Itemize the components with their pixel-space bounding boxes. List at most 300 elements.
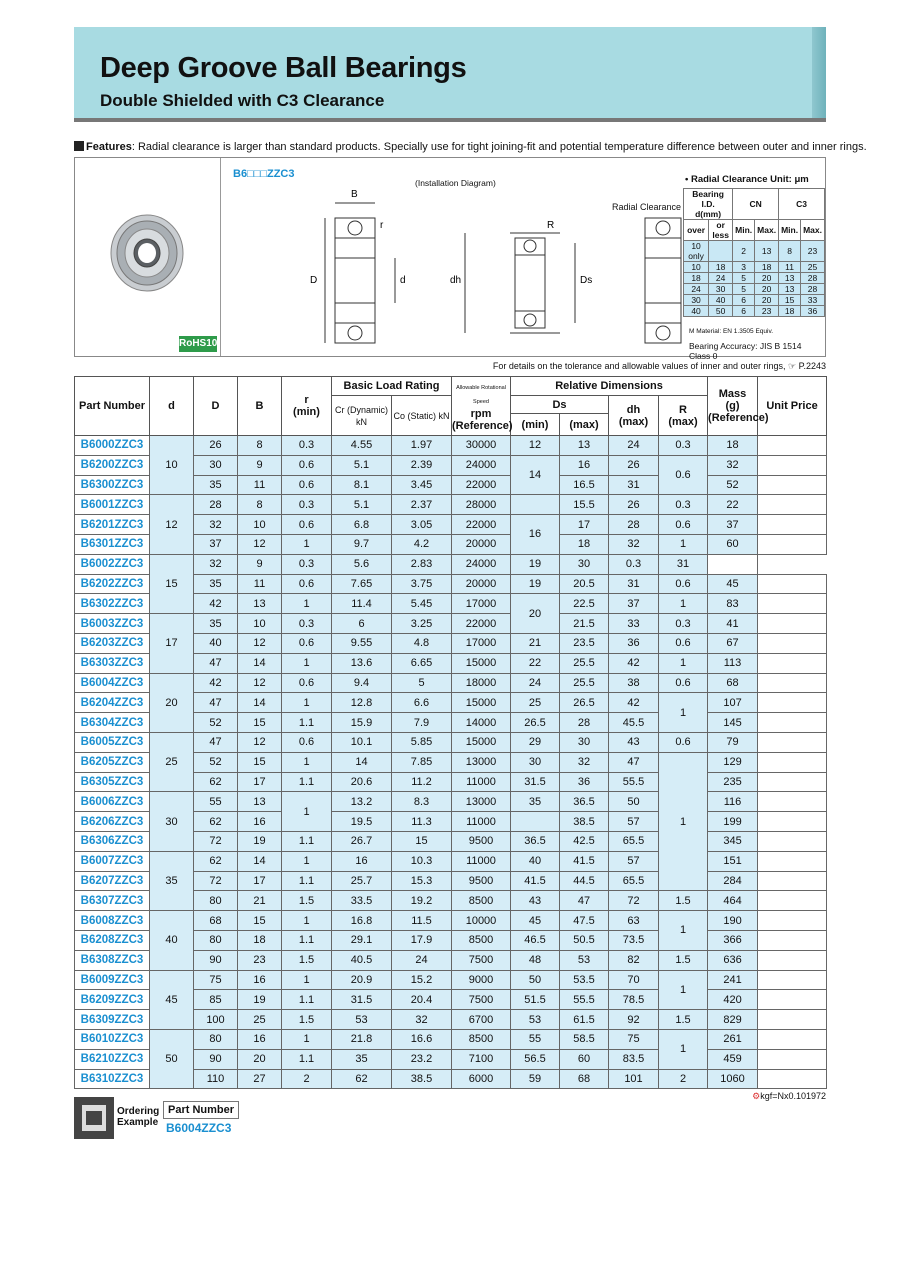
cell-co: 17.9 bbox=[392, 930, 452, 950]
cell-mass: 60 bbox=[708, 534, 758, 554]
cell-B: 12 bbox=[238, 673, 282, 693]
cell-B: 16 bbox=[238, 970, 282, 990]
cell-unit-price bbox=[758, 990, 827, 1010]
cell-cr: 29.1 bbox=[332, 930, 392, 950]
cell-mass: 129 bbox=[708, 752, 758, 772]
cell-ds-max: 30 bbox=[560, 732, 609, 752]
cell-part-number[interactable]: B6007ZZC3 bbox=[75, 851, 150, 871]
bearing-photo bbox=[75, 158, 221, 356]
cell-D: 110 bbox=[194, 1069, 238, 1089]
cell-part-number[interactable]: B6304ZZC3 bbox=[75, 713, 150, 733]
cell-mass: 241 bbox=[708, 970, 758, 990]
cell-cr: 5.1 bbox=[332, 495, 392, 515]
cell-unit-price bbox=[758, 495, 827, 515]
cell-ds-max: 18 bbox=[560, 534, 609, 554]
cell-dh: 101 bbox=[609, 1069, 659, 1089]
cell-rpm: 22000 bbox=[452, 475, 511, 495]
cell-part-number[interactable]: B6200ZZC3 bbox=[75, 455, 150, 475]
cell-B: 9 bbox=[238, 554, 282, 574]
kgf-note: ⚙kgf=Nx0.101972 bbox=[752, 1091, 826, 1101]
cell-d: 35 bbox=[150, 851, 194, 910]
cell-unit-price bbox=[758, 1029, 827, 1049]
cell-ds-max: 15.5 bbox=[560, 495, 609, 515]
clr-head-cn-max: Max. bbox=[755, 220, 779, 241]
cell-co: 11.5 bbox=[392, 911, 452, 931]
cell-D: 90 bbox=[194, 1049, 238, 1069]
cell-cr: 20.6 bbox=[332, 772, 392, 792]
cell-B: 19 bbox=[238, 990, 282, 1010]
cell-co: 32 bbox=[392, 1010, 452, 1030]
cell-dh: 73.5 bbox=[609, 930, 659, 950]
clearance-cell: 20 bbox=[755, 295, 779, 306]
cell-R: 1.5 bbox=[659, 891, 708, 911]
cell-D: 55 bbox=[194, 792, 238, 812]
clearance-cell: 33 bbox=[801, 295, 825, 306]
cell-part-number[interactable]: B6208ZZC3 bbox=[75, 930, 150, 950]
cell-R: 1 bbox=[659, 752, 708, 891]
cell-dh: 42 bbox=[609, 693, 659, 713]
cell-part-number[interactable]: B6004ZZC3 bbox=[75, 673, 150, 693]
cell-co: 6.65 bbox=[392, 653, 452, 673]
cell-B: 13 bbox=[238, 792, 282, 812]
cell-part-number[interactable]: B6201ZZC3 bbox=[75, 515, 150, 535]
cell-mass: 235 bbox=[708, 772, 758, 792]
clearance-cell: 20 bbox=[755, 284, 779, 295]
cell-mass: 83 bbox=[708, 594, 758, 614]
cell-ds-min: 22 bbox=[511, 653, 560, 673]
cell-co: 11.3 bbox=[392, 812, 452, 832]
cell-part-number[interactable]: B6204ZZC3 bbox=[75, 693, 150, 713]
clearance-row bbox=[684, 306, 825, 317]
cell-rpm: 15000 bbox=[452, 693, 511, 713]
cell-cr: 19.5 bbox=[332, 812, 392, 832]
table-row bbox=[75, 851, 827, 871]
clr-head-over: over bbox=[684, 220, 709, 241]
cell-unit-price bbox=[758, 831, 827, 851]
cell-part-number[interactable]: B6000ZZC3 bbox=[75, 436, 150, 456]
label-Ds: Ds bbox=[580, 275, 593, 286]
cell-mass: 37 bbox=[708, 515, 758, 535]
cell-R: 1 bbox=[659, 1029, 708, 1069]
cell-ds-max: 28 bbox=[560, 713, 609, 733]
features-label: Features bbox=[86, 141, 132, 153]
cell-r: 0.6 bbox=[282, 633, 332, 653]
cell-dh: 26 bbox=[609, 455, 659, 475]
table-row bbox=[75, 792, 827, 812]
cell-part-number[interactable]: B6010ZZC3 bbox=[75, 1029, 150, 1049]
clearance-title: • Radial Clearance Unit: μm bbox=[685, 174, 809, 185]
cell-part-number[interactable]: B6206ZZC3 bbox=[75, 812, 150, 832]
cell-cr: 8.1 bbox=[332, 475, 392, 495]
cell-ds-max: 25.5 bbox=[560, 653, 609, 673]
cell-dh: 92 bbox=[609, 1010, 659, 1030]
table-row bbox=[75, 495, 827, 515]
cell-B: 15 bbox=[238, 911, 282, 931]
cell-ds-min: 56.5 bbox=[511, 1049, 560, 1069]
cell-cr: 62 bbox=[332, 1069, 392, 1089]
cell-part-number[interactable]: B6207ZZC3 bbox=[75, 871, 150, 891]
cell-part-number[interactable]: B6308ZZC3 bbox=[75, 950, 150, 970]
th-dh: dh (max) bbox=[609, 396, 659, 436]
clr-head-c3-min: Min. bbox=[779, 220, 801, 241]
cell-co: 24 bbox=[392, 950, 452, 970]
cell-ds-max: 25.5 bbox=[560, 673, 609, 693]
cell-D: 90 bbox=[194, 950, 238, 970]
cell-cr: 12.8 bbox=[332, 693, 392, 713]
cell-ds-max: 21.5 bbox=[560, 614, 609, 634]
radial-clearance-label: Radial Clearance bbox=[612, 202, 682, 212]
cell-part-number[interactable]: B6301ZZC3 bbox=[75, 534, 150, 554]
page-subtitle: Double Shielded with C3 Clearance bbox=[100, 91, 385, 110]
cell-cr: 33.5 bbox=[332, 891, 392, 911]
cell-d: 45 bbox=[150, 970, 194, 1029]
clearance-row bbox=[684, 262, 825, 273]
cell-dh: 30 bbox=[560, 554, 609, 574]
cell-rpm: 6000 bbox=[452, 1069, 511, 1089]
cell-part-number[interactable]: B6306ZZC3 bbox=[75, 831, 150, 851]
cell-ds-min: 50 bbox=[511, 970, 560, 990]
cell-mass: 464 bbox=[708, 891, 758, 911]
cell-ds-max: 41.5 bbox=[560, 851, 609, 871]
clearance-cell: 30 bbox=[684, 295, 709, 306]
cell-co: 3.05 bbox=[392, 515, 452, 535]
cell-dh: 63 bbox=[609, 911, 659, 931]
table-row bbox=[75, 1029, 827, 1049]
cell-unit-price bbox=[758, 812, 827, 832]
cell-cr: 13.2 bbox=[332, 792, 392, 812]
cell-R: 0.3 bbox=[609, 554, 659, 574]
cell-part-number[interactable]: B6210ZZC3 bbox=[75, 1049, 150, 1069]
cell-ds-max: 58.5 bbox=[560, 1029, 609, 1049]
cell-rpm: 18000 bbox=[452, 673, 511, 693]
cell-ds-min: 53 bbox=[511, 1010, 560, 1030]
cell-ds-max: 50.5 bbox=[560, 930, 609, 950]
cell-R: 1.5 bbox=[659, 950, 708, 970]
cell-rpm: 9500 bbox=[452, 831, 511, 851]
cell-co: 3.25 bbox=[392, 614, 452, 634]
cell-r: 1 bbox=[282, 534, 332, 554]
cell-B: 25 bbox=[238, 1010, 282, 1030]
cell-co: 6.6 bbox=[392, 693, 452, 713]
cell-unit-price bbox=[758, 930, 827, 950]
clearance-cell: 20 bbox=[755, 273, 779, 284]
clearance-cell: 5 bbox=[733, 273, 755, 284]
cell-part-number[interactable]: B6300ZZC3 bbox=[75, 475, 150, 495]
cell-mass: 420 bbox=[708, 990, 758, 1010]
clearance-cell: 18 bbox=[755, 262, 779, 273]
cell-part-number[interactable]: B6009ZZC3 bbox=[75, 970, 150, 990]
cell-co: 20.4 bbox=[392, 990, 452, 1010]
cell-part-number[interactable]: B6008ZZC3 bbox=[75, 911, 150, 931]
cell-r: 0.6 bbox=[282, 515, 332, 535]
cell-r: 0.6 bbox=[282, 574, 332, 594]
cell-ds-min: 31.5 bbox=[511, 772, 560, 792]
cell-R: 1.5 bbox=[659, 1010, 708, 1030]
cell-D: 26 bbox=[194, 436, 238, 456]
cell-B: 8 bbox=[238, 436, 282, 456]
cell-mass: 261 bbox=[708, 1029, 758, 1049]
cell-rpm: 20000 bbox=[452, 534, 511, 554]
cell-mass: 41 bbox=[708, 614, 758, 634]
cell-part-number[interactable]: B6303ZZC3 bbox=[75, 653, 150, 673]
cell-dh: 83.5 bbox=[609, 1049, 659, 1069]
cell-mass: 145 bbox=[708, 713, 758, 733]
cell-co: 15 bbox=[392, 831, 452, 851]
clearance-cell: 40 bbox=[684, 306, 709, 317]
cell-rpm: 8500 bbox=[452, 930, 511, 950]
cell-co: 4.8 bbox=[392, 633, 452, 653]
cell-part-number[interactable]: B6205ZZC3 bbox=[75, 752, 150, 772]
cell-r: 1.1 bbox=[282, 990, 332, 1010]
cell-ds-max: 16.5 bbox=[560, 475, 609, 495]
cell-B: 14 bbox=[238, 851, 282, 871]
cell-D: 100 bbox=[194, 1010, 238, 1030]
cell-ds-max: 32 bbox=[560, 752, 609, 772]
cell-d: 20 bbox=[150, 673, 194, 732]
ordering-example-icon bbox=[74, 1097, 114, 1139]
cell-ds-min: 24 bbox=[511, 673, 560, 693]
cell-mass: 636 bbox=[708, 950, 758, 970]
cell-R: 1 bbox=[659, 970, 708, 1010]
cell-co: 2.83 bbox=[392, 554, 452, 574]
cell-d: 30 bbox=[150, 792, 194, 851]
cell-mass: 67 bbox=[708, 633, 758, 653]
cell-rpm: 9500 bbox=[452, 871, 511, 891]
cell-dh: 50 bbox=[609, 792, 659, 812]
cell-rpm: 11000 bbox=[452, 812, 511, 832]
cell-d: 25 bbox=[150, 732, 194, 791]
cell-ds-min bbox=[511, 812, 560, 832]
cell-co: 3.45 bbox=[392, 475, 452, 495]
clearance-cell: 40 bbox=[709, 295, 733, 306]
cell-co: 16.6 bbox=[392, 1029, 452, 1049]
cell-ds-max: 68 bbox=[560, 1069, 609, 1089]
cell-part-number[interactable]: B6005ZZC3 bbox=[75, 732, 150, 752]
cell-ds-min: 46.5 bbox=[511, 930, 560, 950]
cell-unit-price bbox=[758, 851, 827, 871]
cell-part-number[interactable]: B6307ZZC3 bbox=[75, 891, 150, 911]
cell-ds-max: 36.5 bbox=[560, 792, 609, 812]
cell-unit-price bbox=[758, 752, 827, 772]
cell-part-number[interactable]: B6302ZZC3 bbox=[75, 594, 150, 614]
cell-r: 0.3 bbox=[282, 495, 332, 515]
cell-D: 30 bbox=[194, 455, 238, 475]
cell-rpm: 11000 bbox=[452, 851, 511, 871]
cell-ds-min: 21 bbox=[511, 633, 560, 653]
cell-part-number[interactable]: B6006ZZC3 bbox=[75, 792, 150, 812]
cell-B: 13 bbox=[238, 594, 282, 614]
clearance-cell: 28 bbox=[801, 284, 825, 295]
cell-part-number[interactable]: B6309ZZC3 bbox=[75, 1010, 150, 1030]
cell-ds-max: 22.5 bbox=[560, 594, 609, 614]
label-B: B bbox=[351, 189, 358, 200]
cell-ds-min: 55 bbox=[511, 1029, 560, 1049]
cell-co: 11.2 bbox=[392, 772, 452, 792]
cell-cr: 21.8 bbox=[332, 1029, 392, 1049]
cell-B: 14 bbox=[238, 653, 282, 673]
features-text: : Radial clearance is larger than standard products. Specially use for tight joining-fit and potential temperature difference between outer and inner rings. bbox=[131, 141, 867, 153]
cell-part-number[interactable]: B6002ZZC3 bbox=[75, 554, 150, 574]
cell-unit-price bbox=[758, 515, 827, 535]
cell-D: 62 bbox=[194, 851, 238, 871]
cell-D: 40 bbox=[194, 633, 238, 653]
cell-co: 8.3 bbox=[392, 792, 452, 812]
cell-D: 62 bbox=[194, 772, 238, 792]
cell-D: 72 bbox=[194, 831, 238, 851]
cell-cr: 9.4 bbox=[332, 673, 392, 693]
cell-cr: 11.4 bbox=[332, 594, 392, 614]
cell-ds-min: 26.5 bbox=[511, 713, 560, 733]
cell-ds-max: 26.5 bbox=[560, 693, 609, 713]
cell-dh: 65.5 bbox=[609, 831, 659, 851]
model-code: B6□□□ZZC3 bbox=[233, 168, 295, 180]
th-D: D bbox=[194, 377, 238, 436]
cell-rpm: 8500 bbox=[452, 1029, 511, 1049]
ordering-label: Ordering Example bbox=[117, 1106, 160, 1128]
ordering-pn-header: Part Number bbox=[163, 1101, 239, 1119]
ordering-pn-value: B6004ZZC3 bbox=[166, 1121, 232, 1135]
clearance-cell: 3 bbox=[733, 262, 755, 273]
cell-part-number[interactable]: B6001ZZC3 bbox=[75, 495, 150, 515]
cell-part-number[interactable]: B6209ZZC3 bbox=[75, 990, 150, 1010]
cell-ds-max: 53.5 bbox=[560, 970, 609, 990]
cell-co: 3.75 bbox=[392, 574, 452, 594]
clr-head-c3-max: Max. bbox=[801, 220, 825, 241]
cell-ds-min: 20 bbox=[511, 594, 560, 634]
cell-unit-price bbox=[758, 1010, 827, 1030]
cell-rpm: 10000 bbox=[452, 911, 511, 931]
cell-R: 0.3 bbox=[659, 436, 708, 456]
cell-mass: 32 bbox=[708, 455, 758, 475]
phone-icon bbox=[74, 1097, 114, 1139]
cell-cr: 15.9 bbox=[332, 713, 392, 733]
th-ds-max: (max) bbox=[560, 414, 609, 436]
cell-dh: 37 bbox=[609, 594, 659, 614]
cell-B: 10 bbox=[238, 614, 282, 634]
cell-D: 72 bbox=[194, 871, 238, 891]
th-mass: Mass (g) (Reference) bbox=[708, 377, 758, 436]
cell-r: 1 bbox=[282, 693, 332, 713]
cell-cr: 53 bbox=[332, 1010, 392, 1030]
cell-ds-max: 20.5 bbox=[560, 574, 609, 594]
cell-mass: 18 bbox=[708, 436, 758, 456]
cell-ds-max: 53 bbox=[560, 950, 609, 970]
cell-cr: 16.8 bbox=[332, 911, 392, 931]
cell-r: 2 bbox=[282, 1069, 332, 1089]
cell-d: 12 bbox=[150, 495, 194, 554]
cell-dh: 45.5 bbox=[609, 713, 659, 733]
cell-mass: 68 bbox=[708, 673, 758, 693]
clearance-cell: 11 bbox=[779, 262, 801, 273]
cell-d: 15 bbox=[150, 554, 194, 613]
cell-ds-min: 16 bbox=[511, 515, 560, 555]
cell-dh: 57 bbox=[609, 851, 659, 871]
cell-D: 85 bbox=[194, 990, 238, 1010]
cell-dh: 28 bbox=[609, 515, 659, 535]
cell-ds-min: 19 bbox=[511, 574, 560, 594]
clearance-cell: 24 bbox=[709, 273, 733, 284]
cell-co: 7.85 bbox=[392, 752, 452, 772]
cell-D: 37 bbox=[194, 534, 238, 554]
cell-part-number[interactable]: B6202ZZC3 bbox=[75, 574, 150, 594]
cell-co: 2.39 bbox=[392, 455, 452, 475]
cell-unit-price bbox=[708, 554, 758, 574]
cell-dh: 42 bbox=[609, 653, 659, 673]
cell-ds-min: 35 bbox=[511, 792, 560, 812]
cell-R: 1 bbox=[659, 653, 708, 673]
clearance-cell: 23 bbox=[755, 306, 779, 317]
cell-unit-price bbox=[758, 594, 827, 614]
cell-D: 52 bbox=[194, 752, 238, 772]
clearance-cell: 10 only bbox=[684, 241, 709, 262]
th-co: Co (Static) kN bbox=[392, 396, 452, 436]
cell-B: 14 bbox=[238, 693, 282, 713]
cell-r: 1.1 bbox=[282, 713, 332, 733]
th-R: R (max) bbox=[659, 396, 708, 436]
cell-unit-price bbox=[758, 1069, 827, 1089]
cell-unit-price bbox=[758, 732, 827, 752]
cell-B: 15 bbox=[238, 752, 282, 772]
cell-part-number[interactable]: B6310ZZC3 bbox=[75, 1069, 150, 1089]
clearance-row bbox=[684, 273, 825, 284]
cell-D: 80 bbox=[194, 891, 238, 911]
cell-D: 80 bbox=[194, 1029, 238, 1049]
label-r: r bbox=[380, 220, 384, 231]
features-line bbox=[74, 141, 867, 153]
cell-ds-min bbox=[511, 495, 560, 515]
table-row bbox=[75, 614, 827, 634]
cell-unit-price bbox=[758, 911, 827, 931]
cell-B: 17 bbox=[238, 772, 282, 792]
cell-dh: 26 bbox=[609, 495, 659, 515]
cell-unit-price bbox=[758, 673, 827, 693]
cell-R: 1 bbox=[659, 594, 708, 614]
cell-r: 0.3 bbox=[282, 614, 332, 634]
cell-r: 1 bbox=[282, 752, 332, 772]
cell-D: 52 bbox=[194, 713, 238, 733]
cell-dh: 24 bbox=[609, 436, 659, 456]
cell-r: 1.1 bbox=[282, 1049, 332, 1069]
cell-rpm: 24000 bbox=[452, 554, 511, 574]
cell-D: 47 bbox=[194, 732, 238, 752]
label-D: D bbox=[310, 275, 318, 286]
cell-part-number[interactable]: B6003ZZC3 bbox=[75, 614, 150, 634]
cell-part-number[interactable]: B6305ZZC3 bbox=[75, 772, 150, 792]
cell-part-number[interactable]: B6203ZZC3 bbox=[75, 633, 150, 653]
cell-dh: 33 bbox=[609, 614, 659, 634]
table-row bbox=[75, 911, 827, 931]
cell-cr: 14 bbox=[332, 752, 392, 772]
cell-cr: 13.6 bbox=[332, 653, 392, 673]
cell-mass: 79 bbox=[708, 732, 758, 752]
cell-ds-min: 40 bbox=[511, 851, 560, 871]
clearance-cell: 18 bbox=[684, 273, 709, 284]
cell-unit-price bbox=[758, 1049, 827, 1069]
cell-unit-price bbox=[758, 633, 827, 653]
cell-unit-price bbox=[758, 772, 827, 792]
th-ds: Ds bbox=[511, 396, 609, 414]
cell-r: 0.6 bbox=[282, 732, 332, 752]
cell-ds-min: 41.5 bbox=[511, 871, 560, 891]
cell-r: 1.5 bbox=[282, 1010, 332, 1030]
clearance-cell: 36 bbox=[801, 306, 825, 317]
cell-B: 8 bbox=[238, 495, 282, 515]
cell-dh: 57 bbox=[609, 812, 659, 832]
cell-rpm: 15000 bbox=[452, 732, 511, 752]
cell-B: 12 bbox=[238, 633, 282, 653]
cell-B: 18 bbox=[238, 930, 282, 950]
cell-rpm: 7100 bbox=[452, 1049, 511, 1069]
